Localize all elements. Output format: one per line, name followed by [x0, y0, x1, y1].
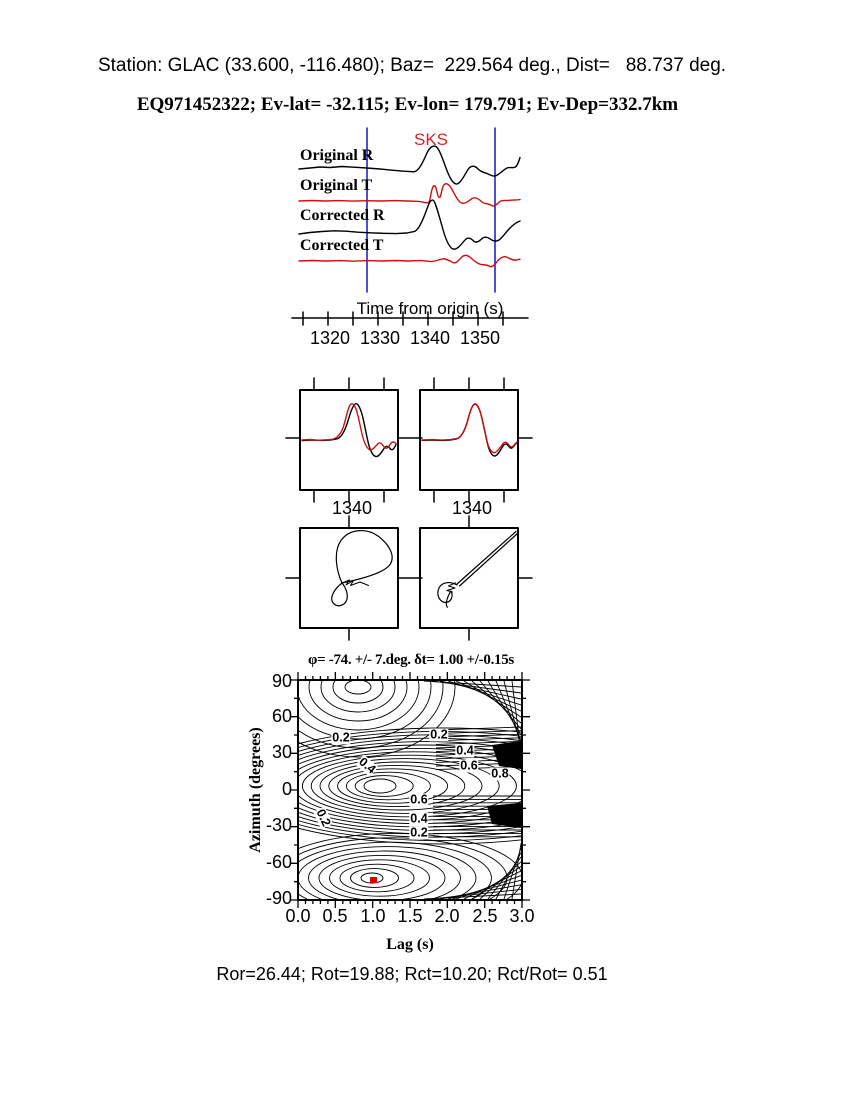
ytick-neg30: -30: [265, 815, 292, 835]
contour-label-2: 0.2: [430, 727, 448, 742]
particle-right-curl: [438, 583, 457, 608]
particle-right-linear-motion: [457, 532, 518, 587]
time-tick-1340: 1340: [409, 328, 451, 348]
station-info-line: Station: GLAC (33.600, -116.480); Baz= 229.564 deg., Dist= 88.737 deg.: [97, 55, 727, 76]
time-axis-title: Time from origin (s): [356, 299, 504, 318]
contour-ylabel: Azimuth (degrees): [247, 727, 264, 853]
ytick-30: 30: [271, 742, 292, 762]
contour-xlabel: Lag (s): [386, 936, 434, 953]
contour-ticks: [290, 672, 530, 908]
contour-label-9: 0.2: [313, 806, 334, 829]
trace-label-corrected-r: Corrected R: [300, 207, 385, 224]
xtick-0.0: 0.0: [285, 906, 311, 926]
particle-left-lower-loop: [332, 583, 348, 606]
contour-line: [440, 885, 521, 899]
fast-slow-panels: [286, 378, 532, 502]
contour-line: [345, 680, 371, 694]
contour-line: [504, 681, 521, 747]
trace-label-original-t: Original T: [300, 177, 373, 194]
contour-line: [364, 779, 396, 793]
contour-line: [250, 735, 620, 840]
contour-label-3: 0.4: [456, 743, 474, 758]
xtick-2.5: 2.5: [472, 906, 498, 926]
contour-label-8: 0.2: [410, 825, 428, 840]
xtick-3.0: 3.0: [509, 906, 535, 926]
contour-line: [309, 851, 461, 905]
contour-frame: [298, 680, 522, 900]
contour-label-0: 0.2: [332, 730, 350, 745]
overlay-left-red-trace: [302, 404, 396, 450]
fast-slow-left-time-label: 1340: [331, 498, 373, 518]
contour-line: [436, 727, 521, 730]
contour-line: [330, 860, 430, 896]
event-info-line: EQ971452322; Ev-lat= -32.115; Ev-lon= 179.791; Ev-Dep=332.7km: [136, 94, 679, 115]
time-tick-1330: 1330: [359, 328, 401, 348]
ytick-neg90: -90: [265, 888, 292, 908]
ytick-60: 60: [271, 706, 292, 726]
phase-label-sks: SKS: [413, 130, 449, 149]
xtick-0.5: 0.5: [322, 906, 348, 926]
contour-label-5: 0.8: [491, 766, 509, 781]
particle-ticks: [286, 516, 532, 640]
fast-slow-right-time-label: 1340: [451, 498, 493, 518]
best-fit-marker: [370, 877, 377, 883]
ytick-0: 0: [281, 779, 292, 799]
xtick-2.0: 2.0: [434, 906, 460, 926]
xtick-1.5: 1.5: [397, 906, 423, 926]
trace-label-original-r: Original R: [300, 147, 374, 164]
contour-line: [329, 765, 465, 806]
xtick-1.0: 1.0: [360, 906, 386, 926]
contour-label-6: 0.6: [410, 792, 428, 807]
contour-label-1: 0.4: [356, 754, 379, 777]
contour-line: [333, 671, 383, 703]
ytick-90: 90: [271, 671, 292, 691]
time-tick-1320: 1320: [309, 328, 351, 348]
particle-motion-panels: [286, 516, 532, 640]
contour-line: [285, 635, 431, 739]
particle-left-loop: [336, 531, 392, 583]
contour-dense-blob-upper: [492, 741, 521, 769]
contour-label-7: 0.4: [410, 811, 428, 826]
trace-label-corrected-t: Corrected T: [300, 237, 384, 254]
ytick-neg60: -60: [265, 852, 292, 872]
contour-dense-blob-lower: [487, 803, 521, 828]
contour-line: [338, 769, 448, 803]
contour-line: [432, 681, 521, 693]
corrected-t-waveform: [299, 255, 520, 266]
particle-left-frame: [300, 528, 398, 628]
footer-stats-line: Ror=26.44; Rot=19.88; Rct=10.20; Rct/Rot= 0.51: [216, 964, 608, 984]
overlay-left-black-trace: [302, 404, 396, 457]
contour-line: [440, 681, 521, 699]
splitting-result-title: φ= -74. +/- 7.deg. δt= 1.00 +/-0.15s: [308, 652, 514, 668]
contour-line: [319, 855, 445, 900]
contour-label-4: 0.6: [460, 758, 478, 773]
time-tick-1350: 1350: [459, 328, 501, 348]
contour-line: [321, 662, 395, 712]
